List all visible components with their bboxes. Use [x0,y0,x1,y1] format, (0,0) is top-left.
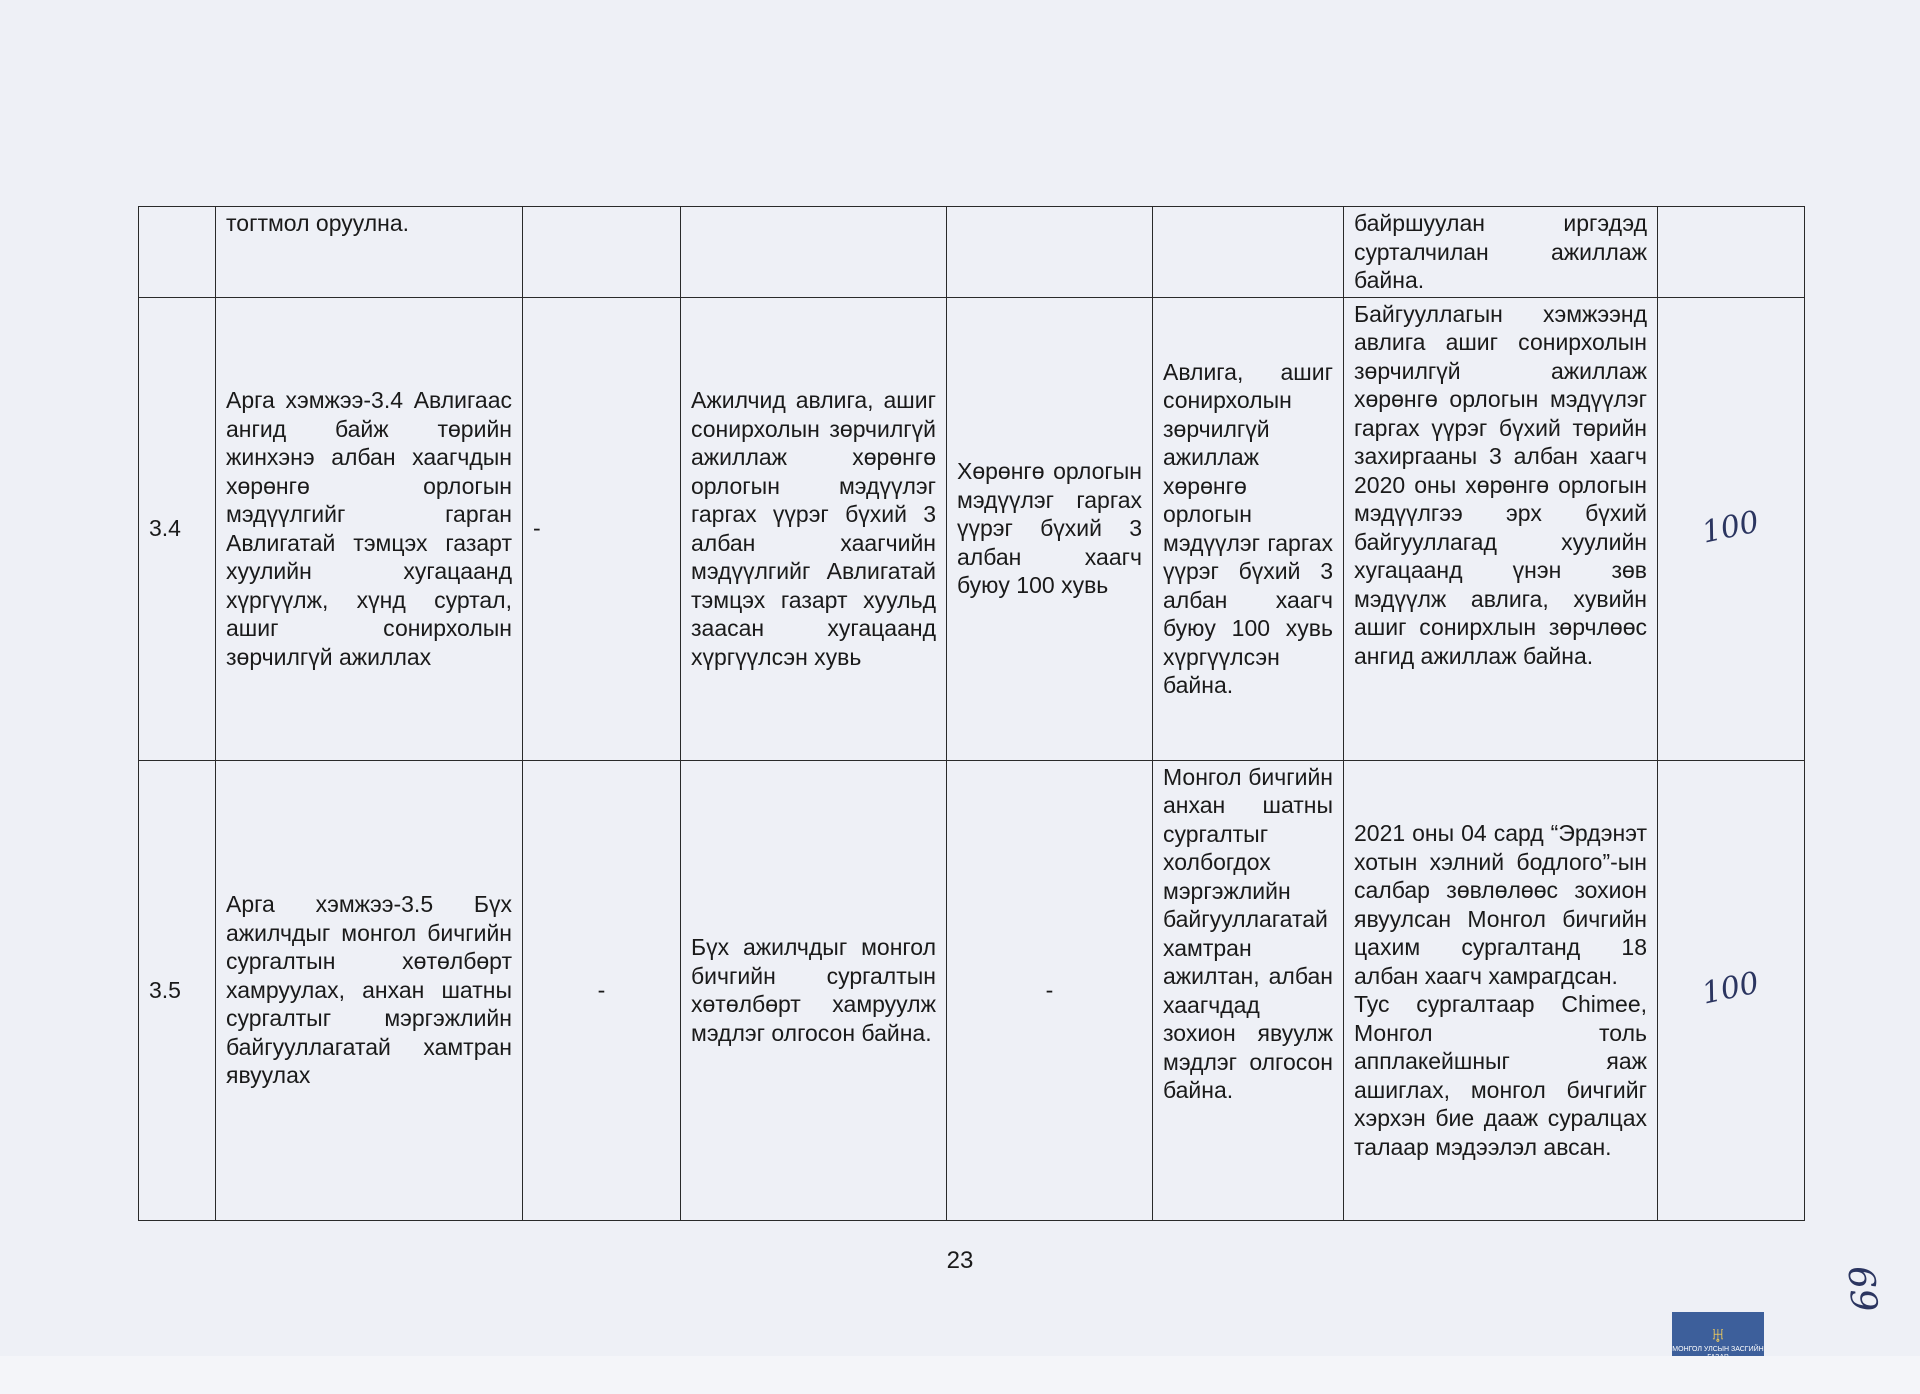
cell-baseline [523,207,681,298]
cell-indicator: Бүх ажилчдыг монгол бичгийн сургалтын хөтөлбөрт хамруулж мэдлэг олгосон байна. [681,760,947,1220]
handwritten-page-mark: 69 [1842,1263,1888,1314]
cell-baseline: - [523,297,681,760]
table-row-3-5 [139,760,1805,1220]
cell-measure: тогтмол оруулна. [216,207,523,298]
handwritten-score: 100 [1699,965,1763,1012]
cell-report: байршуулан иргэдэд сурталчилан ажиллаж байна. [1344,207,1658,298]
cell-indicator [681,207,947,298]
cell-score [1658,760,1805,1220]
cell-result: Монгол бичгийн анхан шатны сургалтыг холбогдох мэргэжлийн байгууллагатай хамтран ажилтан, албан хаагчдад зохион явуулж мэдлэг олгосон байна. [1153,760,1344,1220]
handwritten-score: 100 [1699,504,1763,551]
cell-num [139,207,216,298]
cell-score [1658,207,1805,298]
cell-measure: Арга хэмжээ-3.4 Авлигаас ангид байж төрийн жинхэнэ албан хаагчдын хөрөнгө орлогын мэдүүлгийг гарган Авлигатай тэмцэх газарт хуулийн хугацаанд хүргүүлж, хүнд суртал, ашиг сонирхолын зөрчилгүй ажиллах [216,297,523,760]
cell-result: Авлига, ашиг сонирхолын зөрчилгүй ажиллаж хөрөнгө орлогын мэдүүлэг гаргах үүрэг бүхий 3 албан хаагч буюу 100 хувь хүргүүлсэн байна. [1153,297,1344,760]
cell-measure: Арга хэмжээ-3.5 Бүх ажилчдыг монгол бичгийн сургалтын хөтөлбөрт хамруулах, анхан шатны сургалтыг мэргэжлийн байгууллагатай хамтран явуулах [216,760,523,1220]
cell-target [947,207,1153,298]
soyombo-emblem-icon: ♅ [1709,1322,1727,1347]
document-table [138,206,1805,1221]
cell-report: Байгууллагын хэмжээнд авлига ашиг сонирхолын зөрчилгүй ажиллаж хөрөнгө орлогын мэдүүлэг гаргах үүрэг бүхий төрийн захиргааны 3 албан хаагч 2020 оны хөрөнгө орлогын мэдүүлгээ эрх бүхий байгууллагад хуулийн хугацаанд үнэн зөв мэдүүлж авлига, хувийн ашиг сонирхлын зөрчлөөс ангид ажиллаж байна. [1344,297,1658,760]
cell-target: - [947,760,1153,1220]
cell-target: Хөрөнгө орлогын мэдүүлэг гаргах үүрэг бүхий 3 албан хаагч буюу 100 хувь [947,297,1153,760]
stamp-text: МОНГОЛ УЛСЫН ЗАСГИЙН [1672,1346,1764,1353]
scan-bottom-band [0,1356,1920,1394]
report-paragraph: 2021 оны 04 сард “Эрдэнэт хотын хэлний бодлого”-ын салбар зөвлөлөөс зохион явуулсан Монгол бичгийн цахим сургалтанд 18 албан хаагч хамрагдсан. [1354,820,1647,989]
cell-num: 3.5 [139,760,216,1220]
cell-result [1153,207,1344,298]
cell-baseline: - [523,760,681,1220]
cell-score [1658,297,1805,760]
table-row-carryover [139,207,1805,298]
cell-num: 3.4 [139,297,216,760]
cell-indicator: Ажилчид авлига, ашиг сонирхолын зөрчилгүй ажиллаж хөрөнгө орлогын мэдүүлэг гаргах үүрэг бүхий 3 албан хаагчийн мэдүүлгийг Авлигатай тэмцэх газарт хуульд заасан хугацаанд хүргүүлсэн хувь [681,297,947,760]
page-number: 23 [946,1247,974,1274]
report-paragraph: Тус сургалтаар Chimee, Монгол толь апплакейшныг яаж ашиглах, монгол бичгийг хэрхэн бие дааж суралцах талаар мэдээлэл авсан. [1354,991,1647,1160]
table-row-3-4 [139,297,1805,760]
cell-report [1344,760,1658,1220]
